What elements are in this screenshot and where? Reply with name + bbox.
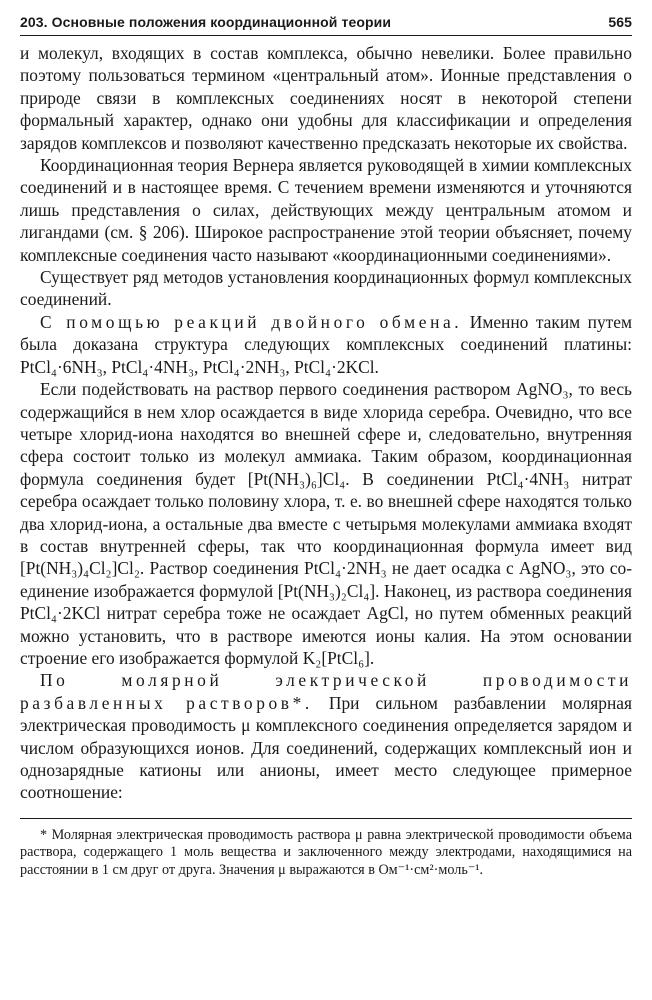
main-text xyxy=(20,42,632,804)
paragraph-methods-intro: Существует ряд методов установления координационных формул комплексных соединений. xyxy=(20,267,632,310)
method-heading-double-exchange: С помощью реакций двойного обмена. xyxy=(40,311,463,332)
running-head xyxy=(20,14,632,36)
paragraph-silver-nitrate: Если подействовать на раствор первого соединения раствором AgNO₃, то весь содержащийся в нем хлор осаждается в виде хлорида серебра. Очевидно, что все четыре хлорид-иона находятся во внешней сфере и, следовательно, внутренняя сфера состоит только из молекул аммиака. Таким образом, координационная формула соединения будет [Pt(NH₃)₆]Cl₄. В соединении PtCl₄·4NH₃ нитрат серебра осаждает только половину хлора, т. е. во внешней сфере находятся только два хлорид-иона, а остальные два вместе с четырьмя молекулами аммиака входят в состав внутренней сферы, так что координационная формула имеет вид [Pt(NH₃)₄Cl₂]Cl₂. Раствор соединения PtCl₄·2NH₃ не дает осадка с AgNO₃, это соединение изображается формулой [Pt(NH₃)₂Cl₄]. Наконец, из раствора соединения PtCl₄·2KCl нитрат серебра тоже не осаждает AgCl, но путем обменных реакций можно установить, что в растворе имеются ионы калия. На этом основании строение его изображается формулой K₂[PtCl₆]. xyxy=(20,379,632,668)
footnote-divider xyxy=(20,818,632,819)
section-title: 203. Основные положения координационной теории xyxy=(20,14,392,30)
book-page xyxy=(20,14,632,894)
method-heading-conductivity: По молярной электрической проводимости разбавленных растворов*. xyxy=(20,670,632,713)
paragraph-double-exchange xyxy=(20,311,632,378)
footnote: * Молярная электрическая проводимость раствора μ равна электрической проводимости объема раствора, содержащего 1 моль вещества и заключенного между электродами, находящимися на расстоянии в 1 см друг от друга. Значения μ выражаются в Ом⁻¹·см²·моль⁻¹. xyxy=(20,826,632,878)
paragraph-werner-theory: Координационная теория Вернера является руководящей в химии комплексных соединений и в настоящее время. С течением времени изменяются и уточняются лишь представления о силах, действующих между центральным атомом и лигандами (см. § 206). Широкое распространение этой теории объясняет, почему комплексные соединения часто называют «координационными соединениями». xyxy=(20,155,632,265)
method-text-conductivity: При сильном разбавлении молярная электрическая проводимость μ комплексного соединения определяется зарядом и числом образующихся ионов. Для соединений, содержащих комплексный ион и однозарядные катионы или анионы, имеет место следующее примерное соотношение: xyxy=(20,692,632,803)
page-number: 565 xyxy=(608,14,632,30)
paragraph-conductivity xyxy=(20,669,632,803)
method-text-double-exchange: Именно таким путем была доказана структура следующих комплексных соединений платины: PtCl₄·6NH₃, PtCl₄·4NH₃, PtCl₄·2NH₃, PtCl₄·2KCl. xyxy=(20,311,632,377)
paragraph-complex-ions: и молекул, входящих в состав комплекса, обычно невелики. Более правильно поэтому пользоваться термином «центральный атом». Ионные представления о природе связи в комплексных соединениях носят в некоторой степени формальный характер, однако они удобны для классификации и определения зарядов комплексов и позволяют качественно предсказать некоторые их свойства. xyxy=(20,43,632,153)
